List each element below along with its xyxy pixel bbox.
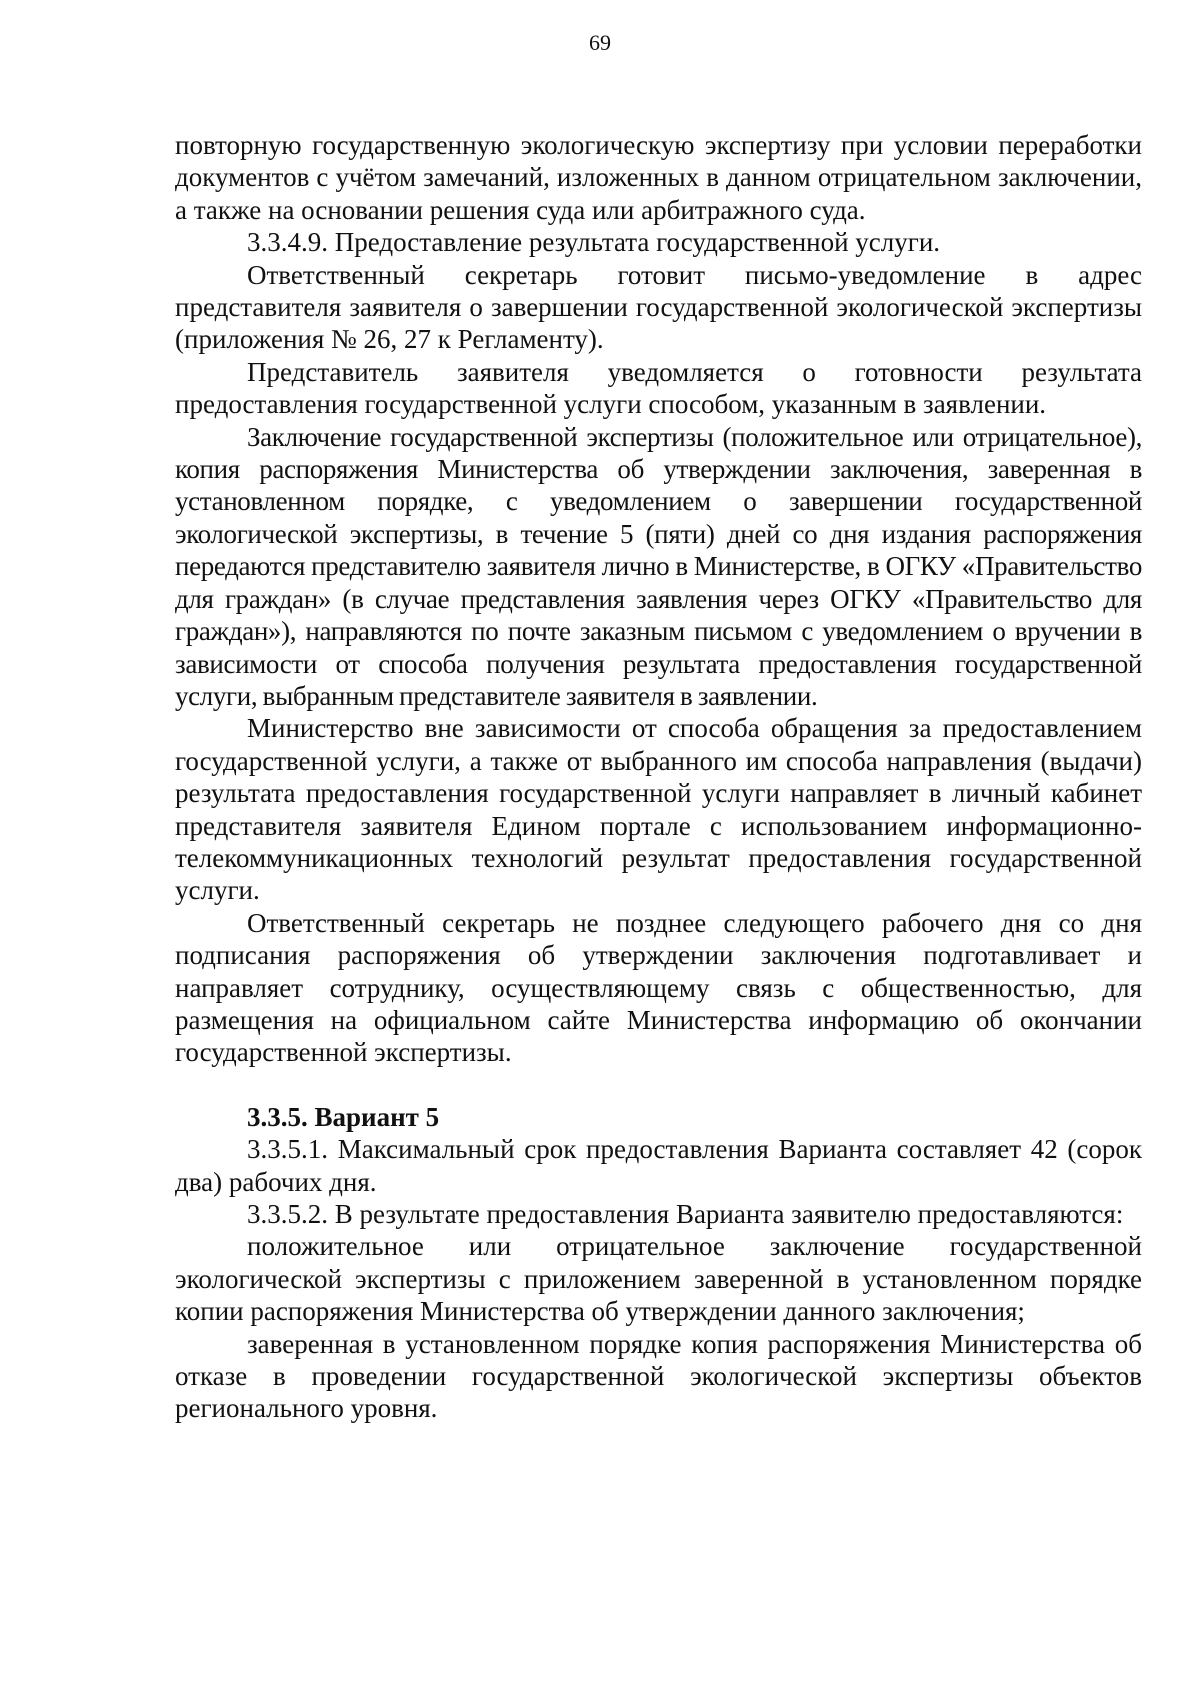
paragraph-clause-3-3-4-9: 3.3.4.9. Предоставление результата государственной услуги.	[247, 227, 941, 258]
paragraph-website-publication: Ответственный секретарь не позднее следующего рабочего дня со дня подписания распоряжения об утверждении заключения подготавливает и направляет сотруднику, осуществляющему связь с общественностью, для размещения на официальном сайте Министерства информацию об окончании государственной экспертизы.	[175, 907, 1142, 1068]
section-heading-variant-5: 3.3.5. Вариант 5	[247, 1101, 440, 1132]
document-body	[175, 129, 1142, 1425]
paragraph-ministry-portal: Министерство вне зависимости от способа обращения за предоставлением государственной услуги, а также от выбранного им способа направления (выдачи) результата предоставления государственной услуги направляет в личный кабинет представителя заявителя Едином портале с использованием информационно-телекоммуникационных технологий результат предоставления государственной услуги.	[175, 713, 1142, 906]
paragraph-clause-3-3-5-1: 3.3.5.1. Максимальный срок предоставления Варианта составляет 42 (сорок два) рабочих дня.	[175, 1134, 1142, 1197]
list-item-conclusion: положительное или отрицательное заключение государственной экологической экспертизы с приложением заверенной в установленном порядке копии распоряжения Министерства об утверждении данного заключения;	[175, 1231, 1142, 1327]
paragraph-clause-3-3-5-2: 3.3.5.2. В результате предоставления Варианта заявителю предоставляются:	[247, 1199, 1124, 1229]
paragraph-secretary-notice: Ответственный секретарь готовит письмо-уведомление в адрес представителя заявителя о завершении государственной экологической экспертизы (приложения № 26, 27 к Регламенту).	[175, 259, 1142, 355]
paragraph-applicant-notified: Представитель заявителя уведомляется о готовности результата предоставления государственной услуги способом, указанным в заявлении.	[175, 356, 1142, 420]
paragraph-continuation: повторную государственную экологическую экспертизу при условии переработки документов с учётом замечаний, изложенных в данном отрицательном заключении, а также на основании решения суда или арбитражного суда.	[175, 130, 1142, 225]
list-item-refusal-order: заверенная в установленном порядке копия распоряжения Министерства об отказе в проведении государственной экологической экспертизы объектов регионального уровня.	[175, 1328, 1142, 1424]
paragraph-conclusion-delivery: Заключение государственной экспертизы (положительное или отрицательное), копия распоряжения Министерства об утверждении заключения, заверенная в установленном порядке, с уведомлением о завершении государственной экологической экспертизы, в течение 5 (пяти) дней со дня издания распоряжения передаются представителю заявителя лично в Министерстве, в ОГКУ «Правительство для граждан» (в случае представления заявления через ОГКУ «Правительство для граждан»), направляются по почте заказным письмом с уведомлением о вручении в зависимости от способа получения результата предоставления государственной услуги, выбранным представителе заявителя в заявлении.	[175, 421, 1142, 711]
page-number: 69	[589, 30, 611, 55]
